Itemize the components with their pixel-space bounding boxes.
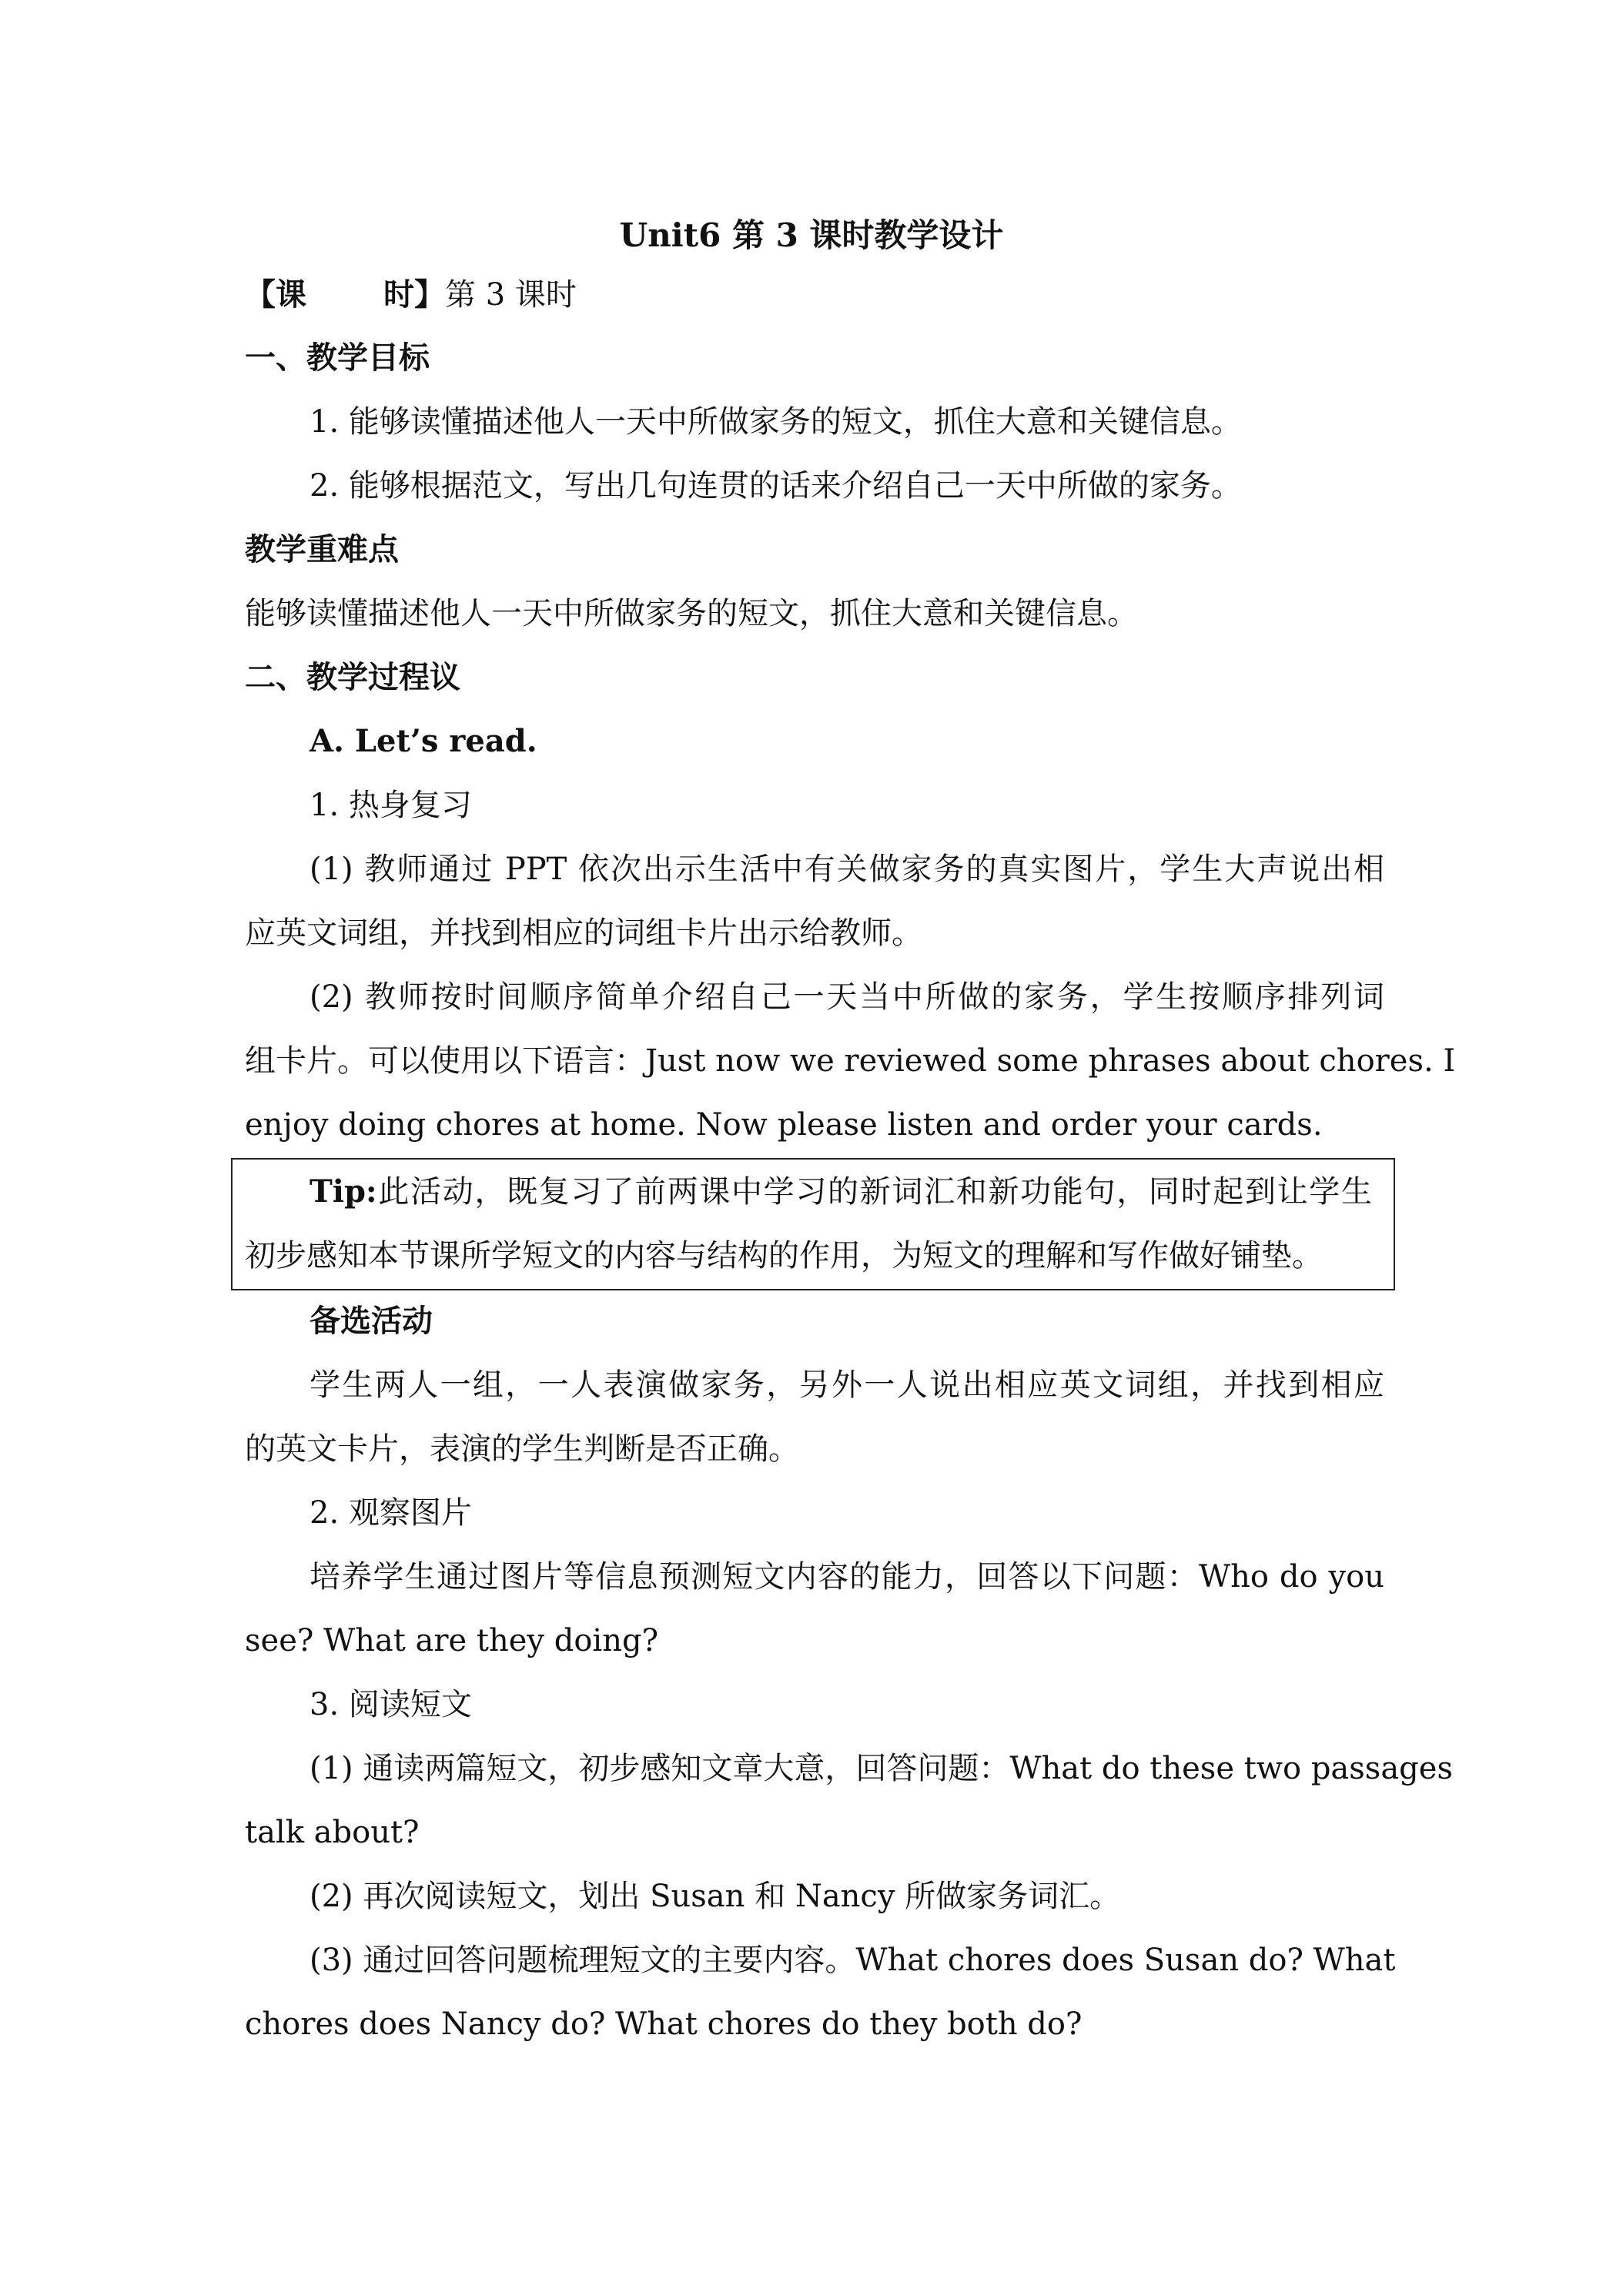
part-a-heading: A. Let’s read.: [310, 723, 537, 759]
lesson-label-close: 时】: [383, 276, 445, 313]
read-3-line-1: (3) 通过回答问题梳理短文的主要内容。What chores does Susan do? What: [310, 1943, 1396, 1978]
para-2-line-3: enjoy doing chores at home. Now please listen and order your cards.: [245, 1107, 1323, 1143]
lesson-value: 第 3 课时: [445, 277, 577, 313]
section-heading-goals: 一、教学目标: [245, 340, 430, 376]
tip-text-1: 此活动，既复习了前两课中学习的新词汇和新功能句，同时起到让学生: [376, 1174, 1372, 1210]
optional-line-2: 的英文卡片，表演的学生判断是否正确。: [245, 1431, 799, 1467]
goal-item-1: 1. 能够读懂描述他人一天中所做家务的短文，抓住大意和关键信息。: [310, 404, 1242, 440]
lesson-line: [245, 273, 1384, 316]
observe-line-2: see? What are they doing?: [245, 1623, 659, 1658]
tip-box: [231, 1158, 1395, 1290]
optional-activity-heading: 备选活动: [310, 1303, 433, 1339]
step-3-heading: 3. 阅读短文: [310, 1687, 472, 1722]
read-3-line-2: chores does Nancy do? What chores do they both do?: [245, 2006, 1083, 2042]
para-2-line-2: 组卡片。可以使用以下语言：Just now we reviewed some phrases about chores. I: [245, 1043, 1456, 1079]
keypoint-text: 能够读懂描述他人一天中所做家务的短文，抓住大意和关键信息。: [245, 596, 1138, 631]
para-2-line-1: (2) 教师按时间顺序简单介绍自己一天当中所做的家务，学生按顺序排列词: [310, 979, 1384, 1015]
para-1-line-2: 应英文词组，并找到相应的词组卡片出示给教师。: [245, 915, 922, 951]
optional-line-1: 学生两人一组，一人表演做家务，另外一人说出相应英文词组，并找到相应: [310, 1367, 1384, 1403]
tip-line-1: [310, 1170, 1372, 1213]
page-title: Unit6 第 3 课时教学设计: [619, 216, 1004, 254]
step-2-heading: 2. 观察图片: [310, 1495, 472, 1531]
step-1-heading: 1. 热身复习: [310, 788, 472, 823]
keypoint-heading: 教学重难点: [245, 531, 399, 567]
tip-line-2: 初步感知本节课所学短文的内容与结构的作用，为短文的理解和写作做好铺垫。: [245, 1238, 1323, 1274]
read-1-line-2: talk about?: [245, 1815, 420, 1850]
read-1-line-1: (1) 通读两篇短文，初步感知文章大意，回答问题：What do these two passages: [310, 1751, 1453, 1786]
observe-line-1: 培养学生通过图片等信息预测短文内容的能力，回答以下问题：Who do you: [310, 1559, 1384, 1595]
tip-label: Tip:: [310, 1173, 377, 1210]
read-2-line: (2) 再次阅读短文，划出 Susan 和 Nancy 所做家务词汇。: [310, 1879, 1121, 1914]
section-heading-process: 二、教学过程议: [245, 659, 460, 695]
lesson-label-open: 【课: [245, 276, 306, 313]
goal-item-2: 2. 能够根据范文，写出几句连贯的话来介绍自己一天中所做的家务。: [310, 468, 1242, 504]
para-1-line-1: (1) 教师通过 PPT 依次出示生活中有关做家务的真实图片，学生大声说出相: [310, 852, 1384, 887]
